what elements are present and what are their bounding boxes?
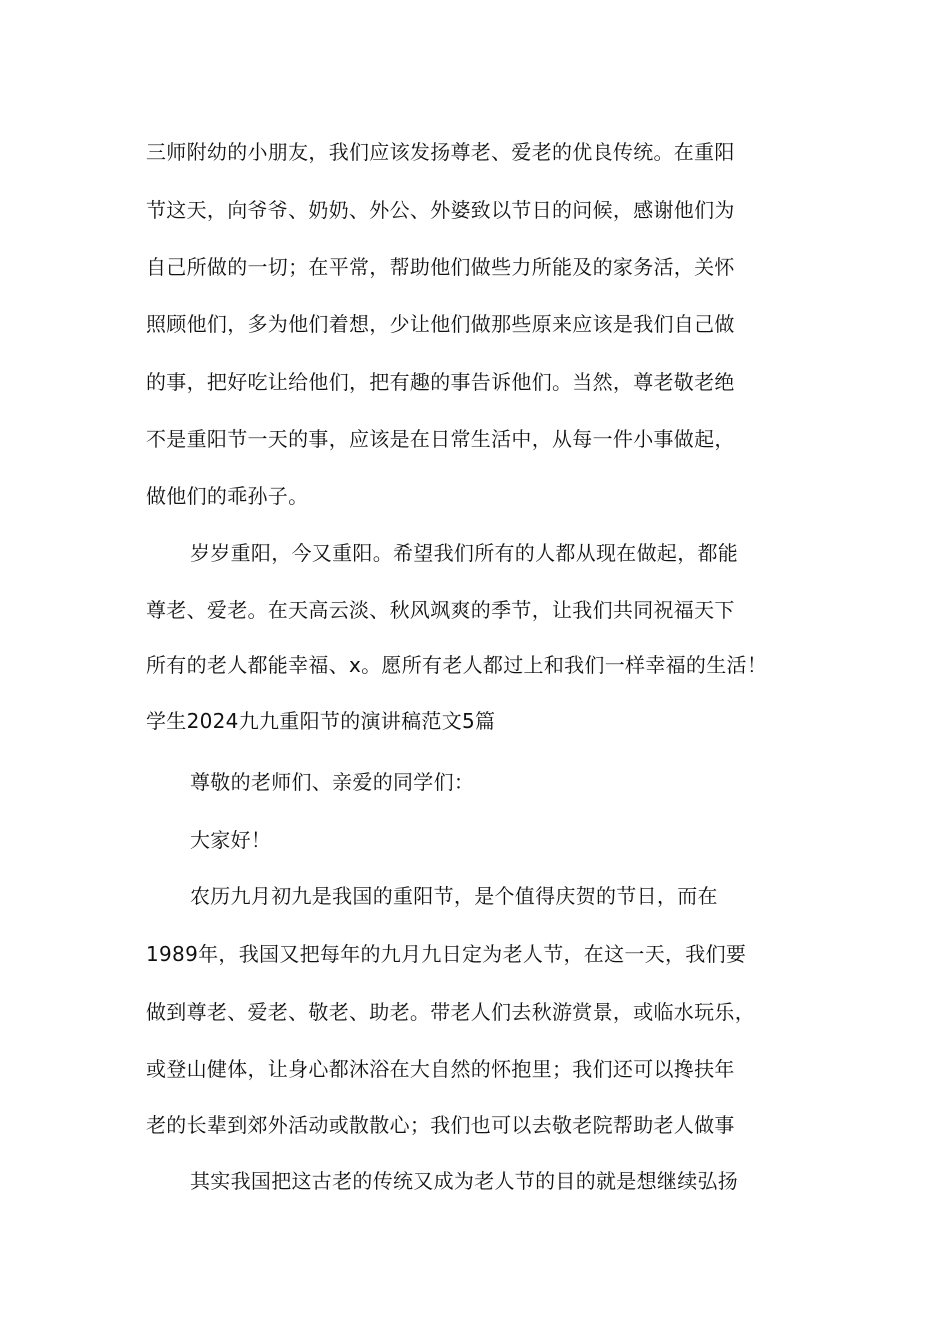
text-line: 农历九月初九是我国的重阳节，是个值得庆贺的节日，而在 [190, 884, 718, 908]
text-line: 1989年，我国又把每年的九月九日定为老人节，在这一天，我们要 [146, 942, 747, 966]
text-line: 节这天，向爷爷、奶奶、外公、外婆致以节日的问候，感谢他们为 [146, 198, 735, 222]
text-line: 不是重阳节一天的事，应该是在日常生活中，从每一件小事做起， [146, 427, 735, 451]
text-line: 其实我国把这古老的传统又成为老人节的目的就是想继续弘扬 [190, 1169, 739, 1193]
salutation: 尊敬的老师们、亲爱的同学们： [190, 770, 475, 794]
text-line: 的事，把好吃让给他们，把有趣的事告诉他们。当然，尊老敬老绝 [146, 370, 735, 394]
text-line: 做到尊老、爱老、敬老、助老。带老人们去秋游赏景，或临水玩乐， [146, 1000, 755, 1024]
article-title: 学生2024九九重阳节的演讲稿范文5篇 [146, 709, 496, 733]
text-line: 岁岁重阳，今又重阳。希望我们所有的人都从现在做起，都能 [190, 541, 739, 565]
text-line: 或登山健体，让身心都沐浴在大自然的怀抱里；我们还可以搀扶年 [146, 1057, 735, 1081]
greeting: 大家好！ [190, 828, 272, 852]
text-line: 老的长辈到郊外活动或散散心；我们也可以去敬老院帮助老人做事 [146, 1113, 735, 1137]
text-line: 自己所做的一切；在平常，帮助他们做些力所能及的家务活，关怀 [146, 255, 735, 279]
text-line: 所有的老人都能幸福、x。愿所有老人都过上和我们一样幸福的生活！ [146, 653, 768, 677]
text-line: 照顾他们，多为他们着想，少让他们做那些原来应该是我们自己做 [146, 312, 735, 336]
text-line: 三师附幼的小朋友，我们应该发扬尊老、爱老的优良传统。在重阳 [146, 140, 735, 164]
text-line: 尊老、爱老。在天高云淡、秋风飒爽的季节，让我们共同祝福天下 [146, 598, 735, 622]
text-line: 做他们的乖孙子。 [146, 484, 309, 508]
